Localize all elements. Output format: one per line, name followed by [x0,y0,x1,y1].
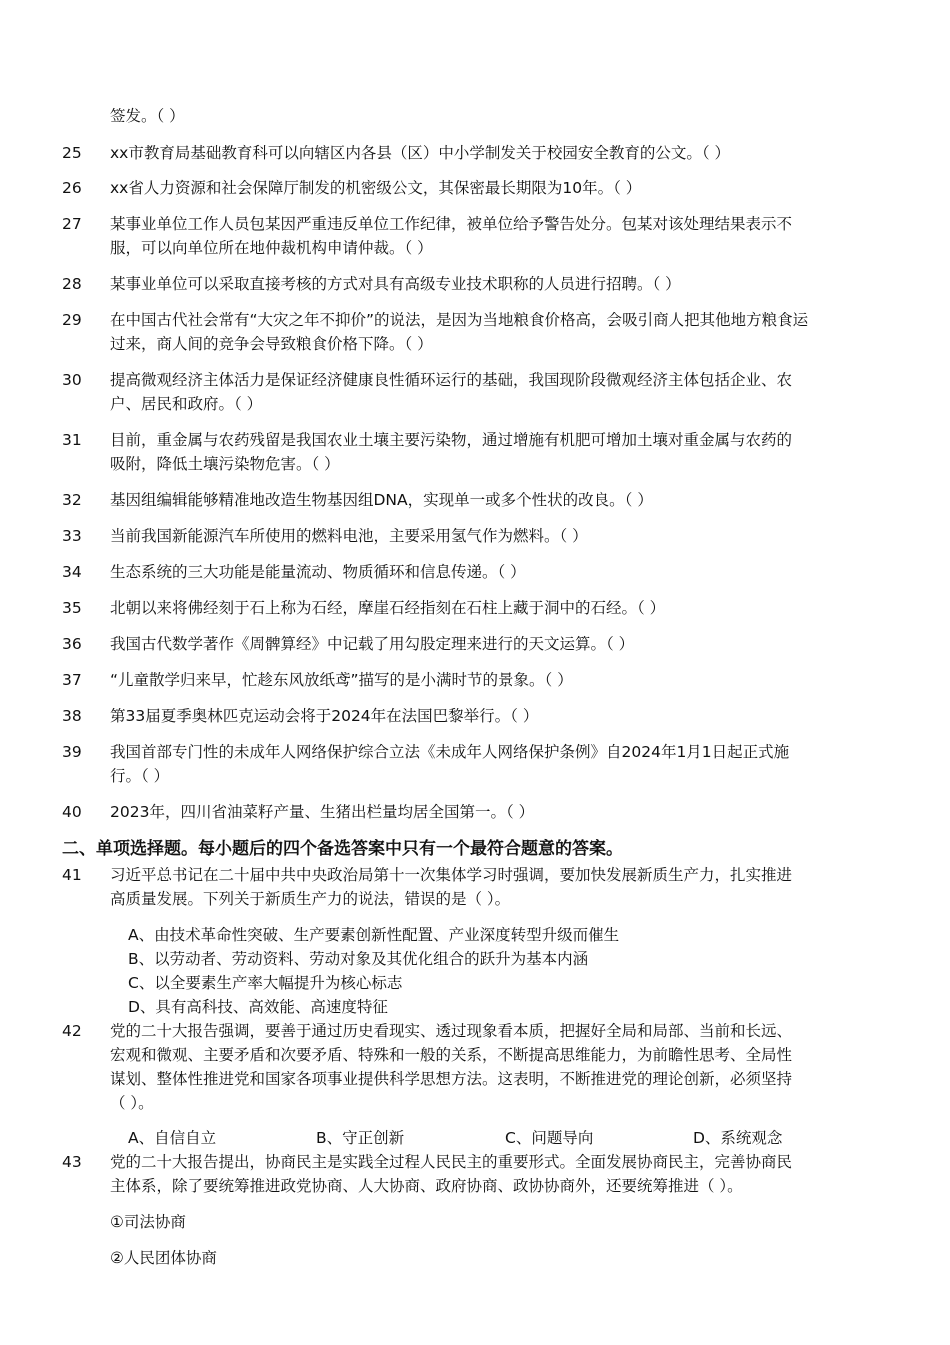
question-text: xx省人力资源和社会保障厅制发的机密级公文，其保密最长期限为10年。（ ） [110,179,642,197]
question-number: 25 [62,144,82,162]
question-text: 在中国古代社会常有“大灾之年不抑价”的说法，是因为当地粮食价格高，会吸引商人把其他地方粮食运 过来，商人间的竞争会导致粮食价格下降。（ ） [110,311,809,353]
question-number: 43 [62,1153,82,1171]
question-number: 39 [62,743,82,761]
option-c: C、以全要素生产率大幅提升为核心标志 [128,974,403,992]
question-text: 党的二十大报告强调，要善于通过历史看现实、透过现象看本质，把握好全局和局部、当前和长远、 宏观和微观、主要矛盾和次要矛盾、特殊和一般的关系，不断提高思维能力，为前瞻性思考、全局性 谋划、整体性推进党和国家各项事业提供科学思想方法。这表明，不断推进党的理论创新，必须坚持 （ ）。 [110,1022,793,1112]
question-number: 31 [62,431,82,449]
question-number: 41 [62,866,82,884]
question-text: 基因组编辑能够精准地改造生物基因组DNA，实现单一或多个性状的改良。（ ） [110,491,653,509]
option-a: A、自信自立 [128,1129,217,1147]
section-heading: 二、单项选择题。每小题后的四个备选答案中只有一个最符合题意的答案。 [62,839,623,859]
question-text: 党的二十大报告提出，协商民主是实践全过程人民民主的重要形式。全面发展协商民主，完善协商民 主体系，除了要统筹推进政党协商、人大协商、政府协商、政协协商外，还要统筹推进（ ）。 [110,1153,793,1195]
option-d: D、系统观念 [693,1129,783,1147]
question-number: 37 [62,671,82,689]
option-a: A、由技术革命性突破、生产要素创新性配置、产业深度转型升级而催生 [128,926,620,944]
question-text: 习近平总书记在二十届中共中央政治局第十一次集体学习时强调，要加快发展新质生产力，扎实推进 高质量发展。下列关于新质生产力的说法，错误的是（ ）。 [110,866,793,908]
question-text: 北朝以来将佛经刻于石上称为石经，摩崖石经指刻在石柱上藏于洞中的石经。（ ） [110,599,666,617]
question-number: 32 [62,491,82,509]
question-number: 27 [62,215,82,233]
list-item: ①司法协商 [110,1213,186,1231]
question-text: xx市教育局基础教育科可以向辖区内各县（区）中小学制发关于校园安全教育的公文。（ ） [110,144,731,162]
question-text: 生态系统的三大功能是能量流动、物质循环和信息传递。（ ） [110,563,526,581]
list-item: ②人民团体协商 [110,1249,217,1267]
option-b: B、以劳动者、劳动资料、劳动对象及其优化组合的跃升为基本内涵 [128,950,589,968]
question-text: 某事业单位工作人员包某因严重违反单位工作纪律，被单位给予警告处分。包某对该处理结果表示不 服，可以向单位所在地仲裁机构申请仲裁。（ ） [110,215,793,257]
question-number: 42 [62,1022,82,1040]
question-number: 40 [62,803,82,821]
option-c: C、问题导向 [505,1129,594,1147]
question-text: “儿童散学归来早，忙趁东风放纸鸢”描写的是小满时节的景象。（ ） [110,671,573,689]
question-number: 26 [62,179,82,197]
question-number: 28 [62,275,82,293]
question-number: 30 [62,371,82,389]
option-d: D、具有高科技、高效能、高速度特征 [128,998,388,1016]
question-text: 2023年，四川省油菜籽产量、生猪出栏量均居全国第一。（ ） [110,803,535,821]
question-number: 29 [62,311,82,329]
question-number: 36 [62,635,82,653]
question-text: 我国古代数学著作《周髀算经》中记载了用勾股定理来进行的天文运算。（ ） [110,635,635,653]
question-text: 我国首部专门性的未成年人网络保护综合立法《未成年人网络保护条例》自2024年1月1日起正式施 行。（ ） [110,743,790,785]
question-number: 33 [62,527,82,545]
question-text: 某事业单位可以采取直接考核的方式对具有高级专业技术职称的人员进行招聘。（ ） [110,275,681,293]
question-number: 35 [62,599,82,617]
question-text: 目前，重金属与农药残留是我国农业土壤主要污染物，通过增施有机肥可增加土壤对重金属与农药的 吸附，降低土壤污染物危害。（ ） [110,431,793,473]
question-number: 38 [62,707,82,725]
option-b: B、守正创新 [316,1129,405,1147]
question-number: 34 [62,563,82,581]
question-text: 当前我国新能源汽车所使用的燃料电池，主要采用氢气作为燃料。（ ） [110,527,588,545]
question-text: 第33届夏季奥林匹克运动会将于2024年在法国巴黎举行。（ ） [110,707,539,725]
question-text: 提高微观经济主体活力是保证经济健康良性循环运行的基础，我国现阶段微观经济主体包括企业、农 户、居民和政府。（ ） [110,371,793,413]
continuation-text: 签发。（ ） [110,107,185,125]
